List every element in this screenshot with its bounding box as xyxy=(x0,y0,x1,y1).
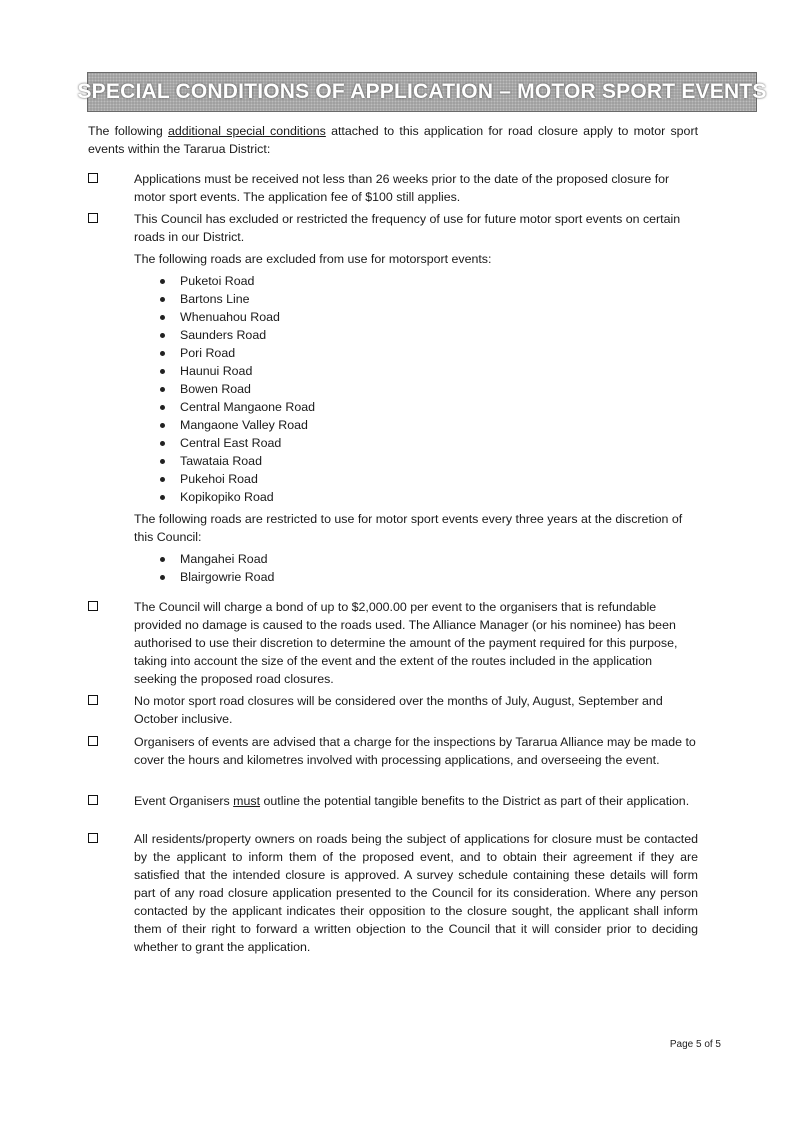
checkbox-icon[interactable] xyxy=(88,173,98,183)
road-name: Haunui Road xyxy=(180,364,253,378)
intro-text-end: attached to this application for road closure apply to motor sport events within the Tararua District: xyxy=(88,124,699,156)
list-item xyxy=(158,550,698,568)
checkbox-icon[interactable] xyxy=(88,833,98,843)
condition-text-end: outline the potential tangible benefits to the District as part of their application. xyxy=(260,794,690,808)
bullet-icon xyxy=(160,495,165,500)
checkbox-icon[interactable] xyxy=(88,736,98,746)
bullet-icon xyxy=(160,387,165,392)
condition-text: The Council will charge a bond of up to $2,000.00 per event to the organisers that is refundable provided no damage is caused to the roads used. The Alliance Manager (or his nominee) has been authorised to use their discretion to determine the amount of the payment required for this purpose, taking into account the size of the event and the extent of the routes included in the application seeking the proposed road closures. xyxy=(134,600,678,686)
bullet-icon xyxy=(160,369,165,374)
checkbox-icon[interactable] xyxy=(88,795,98,805)
list-item xyxy=(158,380,698,398)
road-name: Bowen Road xyxy=(180,382,251,396)
bullet-icon xyxy=(160,279,165,284)
bullet-icon xyxy=(160,405,165,410)
checkbox-icon[interactable] xyxy=(88,601,98,611)
list-item xyxy=(158,362,698,380)
list-item xyxy=(158,416,698,434)
road-name: Kopikopiko Road xyxy=(180,490,274,504)
checkbox-icon[interactable] xyxy=(88,213,98,223)
condition-item xyxy=(88,210,698,586)
intro-paragraph xyxy=(88,122,698,158)
intro-underlined-text: additional special conditions xyxy=(168,124,326,138)
road-name: Pori Road xyxy=(180,346,236,360)
list-item xyxy=(158,488,698,506)
section-title: SPECIAL CONDITIONS OF APPLICATION – MOTOR SPORT EVENTS xyxy=(77,80,767,103)
road-name: Blairgowrie Road xyxy=(180,570,275,584)
condition-item xyxy=(88,830,698,956)
list-item xyxy=(158,452,698,470)
condition-item xyxy=(88,733,698,769)
list-item xyxy=(158,568,698,586)
list-item xyxy=(158,308,698,326)
condition-item xyxy=(88,792,698,810)
road-name: Central East Road xyxy=(180,436,282,450)
road-name: Mangahei Road xyxy=(180,552,268,566)
section-banner xyxy=(77,72,767,112)
road-name: Puketoi Road xyxy=(180,274,255,288)
checkbox-icon[interactable] xyxy=(88,695,98,705)
list-item xyxy=(158,434,698,452)
condition-text: Organisers of events are advised that a charge for the inspections by Tararua Alliance may be made to cover the hours and kilometres involved with processing applications, and overseeing the event. xyxy=(134,735,696,767)
road-name: Central Mangaone Road xyxy=(180,400,316,414)
condition-item xyxy=(88,598,698,688)
list-item xyxy=(158,344,698,362)
bullet-icon xyxy=(160,423,165,428)
road-name: Pukehoi Road xyxy=(180,472,258,486)
bullet-icon xyxy=(160,315,165,320)
bullet-icon xyxy=(160,575,165,580)
road-name: Saunders Road xyxy=(180,328,267,342)
road-name: Bartons Line xyxy=(180,292,250,306)
intro-text-start: The following xyxy=(88,124,168,138)
bullet-icon xyxy=(160,459,165,464)
condition-text xyxy=(134,792,698,810)
bullet-icon xyxy=(160,297,165,302)
bullet-icon xyxy=(160,557,165,562)
road-name: Whenuahou Road xyxy=(180,310,280,324)
condition-text: No motor sport road closures will be considered over the months of July, August, September and October inclusive. xyxy=(134,694,663,726)
restricted-roads-heading: The following roads are restricted to use for motor sport events every three years at the discretion of this Council: xyxy=(134,512,683,544)
excluded-roads-heading: The following roads are excluded from use for motorsport events: xyxy=(134,252,492,266)
condition-underlined-text: must xyxy=(233,794,261,808)
list-item xyxy=(158,470,698,488)
condition-item xyxy=(88,692,698,728)
condition-text-start: Event Organisers xyxy=(134,794,234,808)
excluded-roads-list xyxy=(134,272,698,506)
condition-text: Applications must be received not less than 26 weeks prior to the date of the proposed closure for motor sport events. The application fee of $100 still applies. xyxy=(134,172,670,204)
condition-text: This Council has excluded or restricted the frequency of use for future motor sport events on certain roads in our District. xyxy=(134,212,681,244)
road-name: Tawataia Road xyxy=(180,454,262,468)
list-item xyxy=(158,398,698,416)
restricted-roads-list xyxy=(134,550,698,586)
bullet-icon xyxy=(160,477,165,482)
bullet-icon xyxy=(160,333,165,338)
list-item xyxy=(158,272,698,290)
list-item xyxy=(158,326,698,344)
condition-item xyxy=(88,170,698,206)
bullet-icon xyxy=(160,351,165,356)
road-name: Mangaone Valley Road xyxy=(180,418,308,432)
list-item xyxy=(158,290,698,308)
bullet-icon xyxy=(160,441,165,446)
page-number: Page 5 of 5 xyxy=(669,1039,721,1050)
condition-text: All residents/property owners on roads being the subject of applications for closure must be contacted by the applicant to inform them of the proposed event, and to obtain their agreement if they are satisfied that the intended closure is approved. A survey schedule containing these details will form part of any road closure application presented to the Council for its consideration. Where any person contacted by the applicant indicates their opposition to the closure sought, the applicant shall inform them of their right to forward a written objection to the Council that it will consider prior to deciding whether to grant the application. xyxy=(134,832,698,954)
